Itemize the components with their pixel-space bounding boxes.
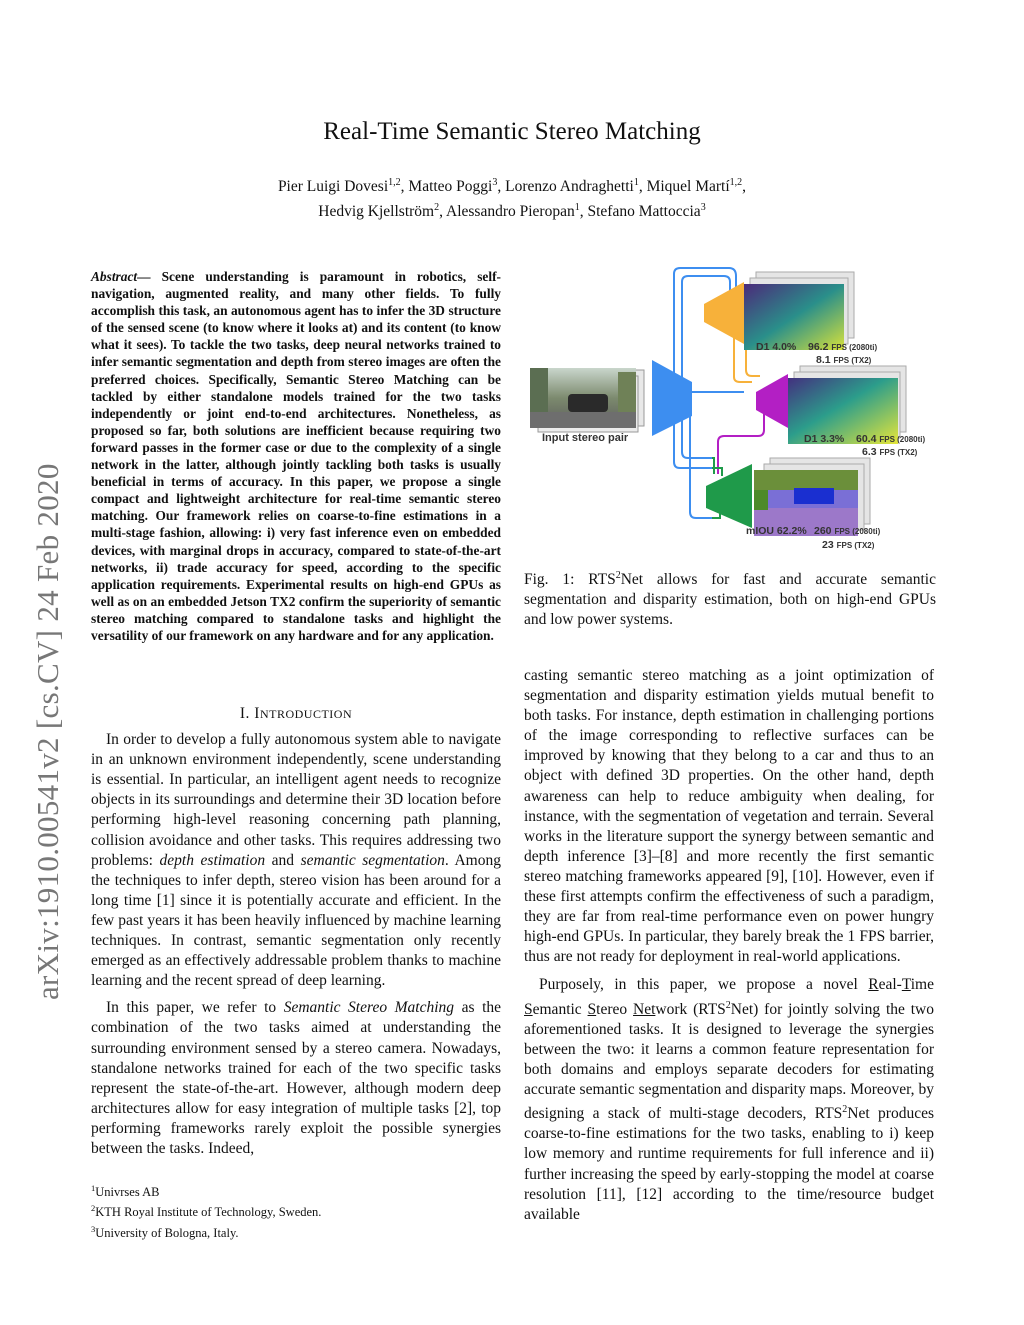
author-line-2: Hedvig Kjellström$^2$, Alessandro Pieropan$^1$, Stefano Mattoccia$^3$ <box>318 202 706 221</box>
author: Pier Luigi Dovesi <box>277 178 389 196</box>
paper-title: Real-Time Semantic Stereo Matching <box>323 118 701 145</box>
stage3-fps-gpu: 260 FPS (2080ti) <box>814 525 881 537</box>
stage2-metric: D1 3.3% <box>804 433 845 445</box>
abstract-label: Abstract <box>91 269 138 284</box>
stage2-fps-gpu: 60.4 FPS (2080ti) <box>856 433 926 445</box>
affiliation-mark: 1 <box>574 202 580 213</box>
stage1-disparity-maps <box>744 272 854 350</box>
input-label: Input stereo pair <box>542 432 629 444</box>
author: Matteo Poggi <box>408 178 493 196</box>
author: Hedvig Kjellström <box>318 203 435 221</box>
stage2-fps-tx2: 6.3 FPS (TX2) <box>862 446 918 458</box>
affiliation-mark: 1,2 <box>729 177 743 188</box>
stage2-decoder <box>756 374 788 428</box>
author: Stefano Mattoccia <box>587 203 701 221</box>
arxiv-identifier: arXiv:1910.00541v2 [cs.CV] 24 Feb 2020 <box>30 463 65 1000</box>
figure-1 <box>524 262 936 558</box>
abstract: Abstract— Scene understanding is paramount in robotics, self-navigation, augmented reality, and many other fields. To fully accomplish this task, an autonomous agent has to infer the 3D structure of the sensed scene (to know where it looks at) and its content (to know what it sees). To tackle the two tasks, deep neural networks trained to infer semantic segmentation and depth from stereo images are often the preferred choices. Specifically, Semantic Stereo Matching can be tackled by either standalone models trained for the two tasks independently or joint end-to-end architectures. Nonetheless, as proposed so far, both solutions are inefficient because requiring two forward passes in the former case or due to the complexity of a single network in the latter, although jointly tackling both tasks is usually beneficial in terms of accuracy. In this paper, we propose a single compact and lightweight architecture for real-time semantic stereo matching. Our framework relies on coarse-to-fine estimations in a multi-stage fashion, allowing: i) very fast inference even on embedded devices, with marginal drops in accuracy, compared to state-of-the-art networks, ii) trade accuracy for speed, according to the specific application requirements. Experimental results on high-end GPUs as well as on an embedded Jetson TX2 confirm the superiority of semantic stereo matching compared to standalone tasks and highlight the versatility of our framework on any hardware and for any application. <box>91 269 501 643</box>
paragraph: casting semantic stereo matching as a joint optimization of segmentation and disparity estimation yields mutual benefit to both tasks. For instance, depth estimation in challenging portions of the image corresponding to reflective surfaces can be improved by knowing that they belong to a car and thus to an object with defined 3D properties. On the other hand, depth awareness can help to reduce ambiguity when dealing, for instance, with the segmentation of vegetation and terrain. Several works in the literature support the synergy between semantic and depth inference [3]–[8] and more recently the first semantic stereo matching frameworks appeared [9], [10]. However, even if these first attempts confirm the effectiveness of such a paradigm, they are far from real-time performance even on power hungry high-end GPUs. In particular, they barely break the 1 FPS barrier, thus are not ready for deployment in real-world applications. <box>524 667 934 966</box>
paragraph: In this paper, we refer to Semantic Stereo Matching as the combination of the two tasks aimed at understanding the surrounding environment sensed by a stereo camera. Nowadays, standalone networks trained for each of the two specific tasks represent the state-of-the-art. However, although modern deep architectures allow for easy integration of multiple tasks [2], top performing frameworks rarely exploit the possible synergies between the tasks. Indeed, <box>91 999 502 1157</box>
stage1-fps-tx2: 8.1 FPS (TX2) <box>816 354 872 366</box>
affiliation-mark: 3 <box>700 202 706 213</box>
section-heading: I. INTRODUCTION <box>239 705 353 722</box>
footnote: $^1$Univrses AB <box>91 1183 160 1200</box>
author: Miquel Martí <box>646 178 730 196</box>
paragraph: In order to develop a fully autonomous system able to navigate in an unknown environment independently, scene understanding is essential. In particular, an intelligent agent needs to recognize objects in its surroundings and determine their 3D location before performing high-level reasoning concerning path planning, collision avoidance and other tasks. This requires addressing two problems: depth estimation and semantic segmentation. Among the techniques to infer depth, stereo vision has been around for a long time [1] since it is potentially accurate and efficient. In the few past years it has been heavily influenced by machine learning techniques. In contrast, semantic segmentation only recently emerged as an effectively addressable problem thanks to machine learning and the recent spread of deep learning. <box>91 731 501 990</box>
stage1-fps-gpu: 96.2 FPS (2080ti) <box>808 341 878 353</box>
footnote: $^2$KTH Royal Institute of Technology, Sweden. <box>91 1203 322 1220</box>
affiliation-mark: 3 <box>492 177 498 188</box>
encoder-block <box>652 360 692 436</box>
right-column-body <box>524 666 934 1225</box>
footnote: $^3$University of Bologna, Italy. <box>91 1223 239 1240</box>
abstract-text: Scene understanding is paramount in robotics, self-navigation, augmented reality, and many other fields. To fully accomplish this task, an autonomous agent has to infer the 3D structure of the sensed scene (to know where it looks at) and its content (to know what it sees). To tackle the two tasks, deep neural networks trained to infer semantic segmentation and depth from stereo images are often the preferred choices. Specifically, Semantic Stereo Matching can be tackled by either standalone models trained for the two tasks independently or joint end-to-end architectures. Nonetheless, as proposed so far, both solutions are inefficient because requiring two forward passes in the former case or due to the complexity of a single network in the latter, although jointly tackling both tasks is usually beneficial in terms of accuracy. In this paper, we propose a single compact and lightweight architecture for real-time semantic stereo matching. Our framework relies on coarse-to-fine estimations in a multi-stage fashion, allowing: i) very fast inference even on embedded devices, with marginal drops in accuracy, compared to state-of-the-art networks, ii) trade accuracy for speed, according to the specific application requirements. Experimental results on high-end GPUs as well as on an embedded Jetson TX2 confirm the superiority of semantic stereo matching compared to standalone tasks and highlight the versatility of our framework on any hardware and for any application. <box>91 269 501 643</box>
left-column-body <box>91 694 501 1159</box>
input-stereo-image <box>530 368 644 432</box>
footnotes <box>91 1180 501 1241</box>
paragraph: Purposely, in this paper, we propose a novel Real-Time Semantic Stereo Network (RTS$^2$Net) for jointly solving the two aforementioned tasks. It is designed to leverage the synergies between the two: it learns a common feature representation for both domains and employs separate decoders for estimating accurate semantic segmentation and disparity maps. Moreover, by designing a stack of multi-stage decoders, RTS$^2$Net produces coarse-to-fine estimations for the two tasks, enabling to i) keep low memory and runtime requirements for full inference and ii) further increasing the speed by early-stopping the model at coarse resolution [11], [12] according to the time/resource budget available <box>524 976 934 1223</box>
author: Lorenzo Andraghetti <box>505 178 634 196</box>
figure-caption: Fig. 1: RTS$^2$Net allows for fast and accurate semantic segmentation and disparity estimation, both on high-end GPUs and low power systems. <box>524 570 936 629</box>
stage3-fps-tx2: 23 FPS (TX2) <box>822 539 875 551</box>
affiliation-mark: 1 <box>633 177 639 188</box>
stage1-metric: D1 4.0% <box>756 341 797 353</box>
stage1-decoder <box>704 282 744 344</box>
author: Alessandro Pieropan <box>446 203 575 221</box>
stage3-metric: mIOU 62.2% <box>746 525 807 537</box>
affiliation-mark: 1,2 <box>388 177 401 188</box>
affiliation-mark: 2 <box>434 202 440 213</box>
author-line-1: Pier Luigi Dovesi$^{1,2}$, Matteo Poggi$^3$, Lorenzo Andraghetti$^1$, Miquel Martí$^{1,2}$, <box>277 177 747 196</box>
